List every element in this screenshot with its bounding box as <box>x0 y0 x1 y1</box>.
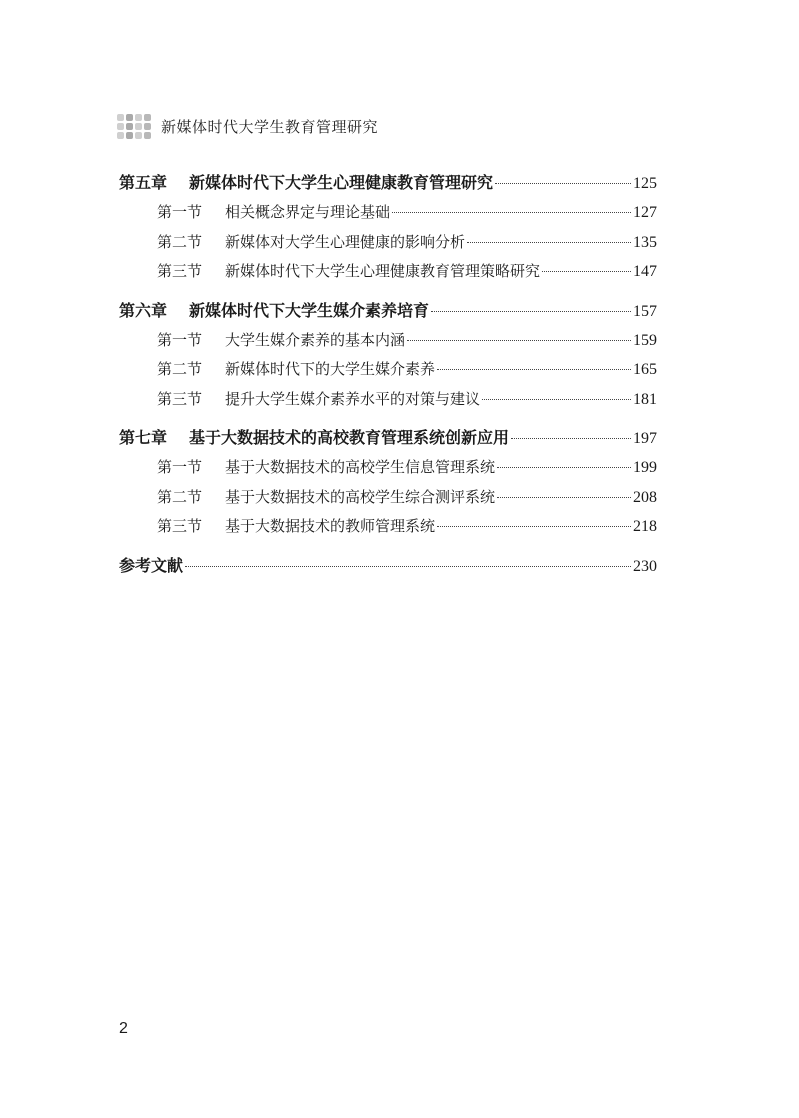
section-title: 新媒体时代下的大学生媒介素养 <box>225 360 436 378</box>
chapter-title: 新媒体时代下大学生媒介素养培育 <box>189 300 430 320</box>
chapter-title: 基于大数据技术的高校教育管理系统创新应用 <box>189 428 510 447</box>
toc-section-7-1[interactable] <box>119 453 657 483</box>
section-title: 基于大数据技术的高校学生信息管理系统 <box>225 458 496 476</box>
section-title: 基于大数据技术的教师管理系统 <box>225 517 436 535</box>
toc-chapter-7[interactable] <box>119 423 657 453</box>
dot-leader <box>482 399 631 400</box>
page-ref: 125 <box>633 175 657 192</box>
toc-section-6-1[interactable] <box>119 326 657 356</box>
section-number: 第三节 <box>157 262 203 280</box>
toc-section-7-3[interactable] <box>119 512 657 542</box>
toc-section-6-3[interactable] <box>119 385 657 415</box>
dot-grid-icon <box>117 114 151 139</box>
chapter-title: 新媒体时代下大学生心理健康教育管理研究 <box>189 173 494 192</box>
dot-leader <box>185 566 631 567</box>
chapter-number: 第七章 <box>119 428 168 447</box>
dot-leader <box>431 311 631 312</box>
toc-references[interactable] <box>119 551 657 581</box>
toc-chapter-5[interactable] <box>119 168 657 198</box>
page-number: 2 <box>119 1020 128 1037</box>
chapter-number: 第六章 <box>119 300 168 320</box>
dot-leader <box>392 212 631 213</box>
dot-leader <box>497 497 631 498</box>
section-title: 提升大学生媒介素养水平的对策与建议 <box>225 389 481 408</box>
section-number: 第二节 <box>157 487 203 506</box>
toc-section-6-2[interactable] <box>119 355 657 385</box>
toc-chapter-6[interactable] <box>119 296 657 326</box>
section-number: 第一节 <box>157 203 203 221</box>
page-ref: 135 <box>633 233 657 251</box>
toc-section-5-2[interactable] <box>119 228 657 258</box>
section-number: 第二节 <box>157 232 203 251</box>
dot-leader <box>511 438 631 439</box>
running-header <box>117 106 378 146</box>
section-title: 基于大数据技术的高校学生综合测评系统 <box>225 487 496 506</box>
section-number: 第二节 <box>157 360 203 378</box>
dot-leader <box>495 183 631 184</box>
page-ref: 159 <box>633 331 657 349</box>
page-ref: 181 <box>633 390 657 408</box>
page-ref: 230 <box>633 557 657 575</box>
dot-leader <box>542 271 631 272</box>
toc-section-5-3[interactable] <box>119 257 657 287</box>
section-number: 第一节 <box>157 458 203 476</box>
section-number: 第一节 <box>157 330 203 349</box>
dot-leader <box>437 369 631 370</box>
section-number: 第三节 <box>157 517 203 535</box>
page-ref: 218 <box>633 518 657 535</box>
section-title: 相关概念界定与理论基础 <box>225 203 391 221</box>
references-title: 参考文献 <box>119 555 184 575</box>
dot-leader <box>437 526 631 527</box>
page-ref: 147 <box>633 263 657 280</box>
section-title: 新媒体对大学生心理健康的影响分析 <box>225 232 466 251</box>
book-title: 新媒体时代大学生教育管理研究 <box>161 117 379 136</box>
chapter-number: 第五章 <box>119 173 168 192</box>
dot-leader <box>497 467 631 468</box>
section-number: 第三节 <box>157 389 203 408</box>
page-ref: 157 <box>633 302 657 320</box>
page-ref: 165 <box>633 361 657 378</box>
table-of-contents <box>119 168 657 581</box>
dot-leader <box>407 340 631 341</box>
page-ref: 199 <box>633 459 657 476</box>
toc-section-5-1[interactable] <box>119 198 657 228</box>
page-ref: 127 <box>633 204 657 221</box>
section-title: 新媒体时代下大学生心理健康教育管理策略研究 <box>225 262 541 280</box>
dot-leader <box>467 242 631 243</box>
section-title: 大学生媒介素养的基本内涵 <box>225 330 406 349</box>
toc-section-7-2[interactable] <box>119 483 657 513</box>
page-ref: 197 <box>633 430 657 447</box>
page-ref: 208 <box>633 488 657 506</box>
